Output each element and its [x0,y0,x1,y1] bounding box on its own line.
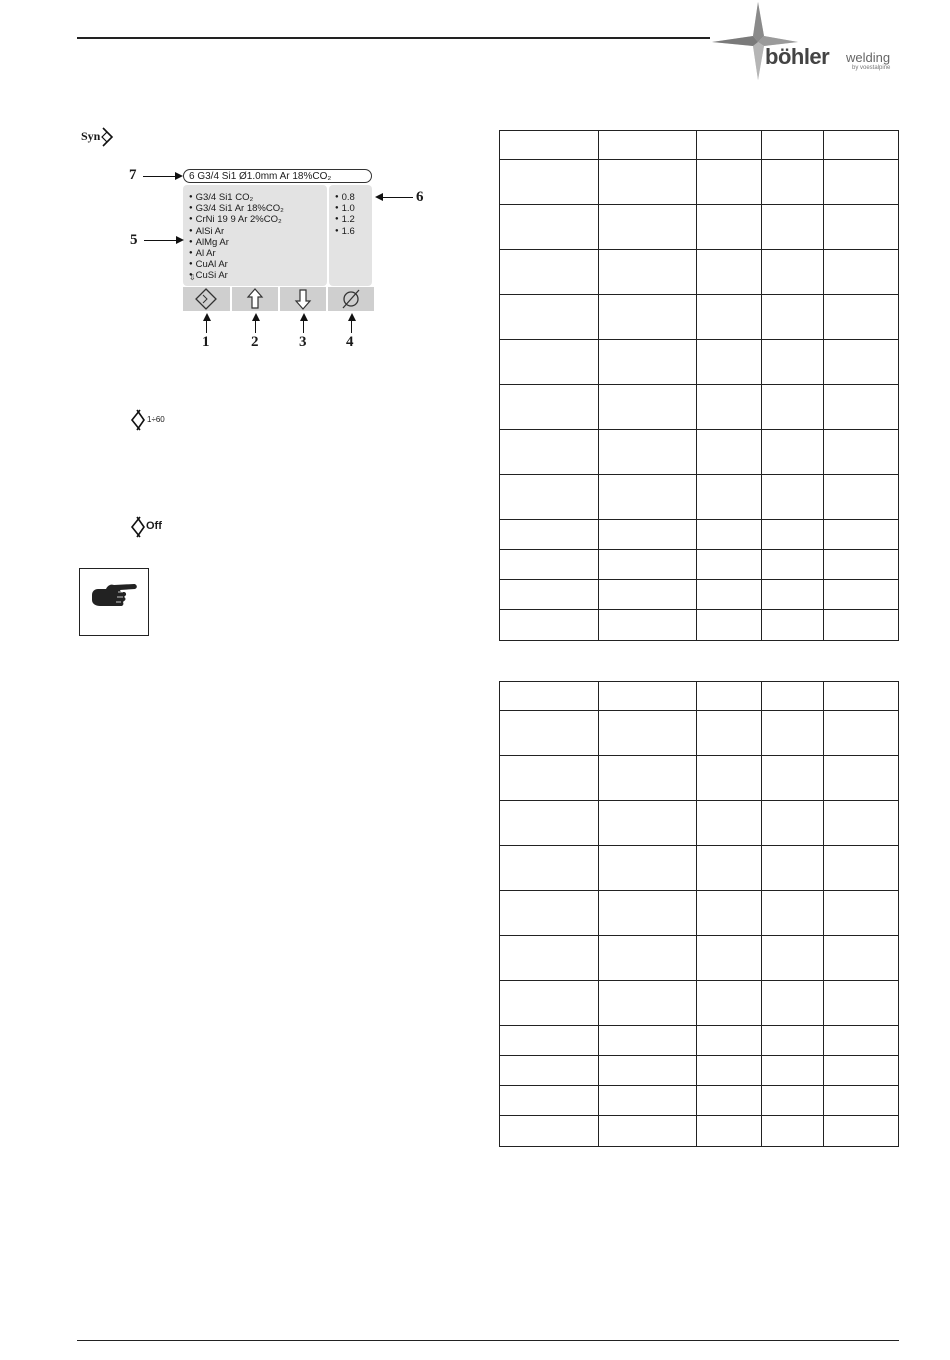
table-cell [824,1116,899,1147]
table-cell [500,891,599,936]
table-row [500,846,899,891]
table-cell [697,610,762,641]
material-item[interactable]: ● CuAl Ar [189,259,284,270]
table-cell [599,385,697,430]
table-cell [762,981,824,1026]
table-cell [762,846,824,891]
table-row [500,682,899,711]
table-row [500,610,899,641]
softkey-down[interactable] [279,287,326,311]
table-cell [762,550,824,580]
table-cell [762,385,824,430]
table-row [500,1086,899,1116]
table-cell [500,475,599,520]
material-list [189,192,284,282]
table-cell [762,131,824,160]
table-cell [500,610,599,641]
syn-label: Syn [81,129,101,143]
table-cell [697,756,762,801]
callout-6-arrow [380,197,413,198]
table-cell [824,682,899,711]
table-cell [824,430,899,475]
table-cell [500,801,599,846]
table-bottom [499,681,899,1147]
arrow-up-icon [232,287,279,311]
table-cell [697,1086,762,1116]
table-cell [762,1026,824,1056]
diameter-icon [328,287,375,311]
table-row [500,160,899,205]
table-cell [824,1026,899,1056]
table-cell [697,475,762,520]
table-cell [762,205,824,250]
table-cell [824,610,899,641]
callout-5-arrow [144,240,179,241]
header-rule [77,37,710,39]
table-cell [824,846,899,891]
table-cell [762,580,824,610]
table-cell [697,430,762,475]
material-item[interactable]: ● AlSi Ar [189,226,284,237]
table-cell [824,160,899,205]
table-cell [599,475,697,520]
material-item[interactable]: ● CuSi Ar [189,270,284,281]
table-cell [500,250,599,295]
table-cell [762,610,824,641]
table-cell [599,711,697,756]
arrow-up-small-icon [252,313,260,321]
table-row [500,430,899,475]
table-cell [697,1056,762,1086]
table-cell [697,801,762,846]
table-cell [599,610,697,641]
table-cell [599,846,697,891]
syn-icon [81,125,121,149]
table-cell [599,891,697,936]
table-cell [824,131,899,160]
table-cell [500,846,599,891]
table-cell [824,756,899,801]
table-cell [500,1026,599,1056]
table-cell [824,475,899,520]
table-cell [599,756,697,801]
table-cell [500,385,599,430]
table-cell [762,520,824,550]
arrow-right-icon [176,236,184,244]
table-cell [697,131,762,160]
callout-2: 2 [251,334,259,350]
material-item[interactable]: ● G3/4 Si1 Ar 18%CO₂ [189,203,284,214]
arrow-up-small-icon [203,313,211,321]
table-cell [762,430,824,475]
table-cell [697,1116,762,1147]
table-cell [697,711,762,756]
table-row [500,711,899,756]
table-cell [599,205,697,250]
table-cell [500,682,599,711]
table-cell [697,250,762,295]
table-cell [697,160,762,205]
table-cell [762,682,824,711]
table-top [499,130,899,641]
material-list-panel [183,185,327,286]
footer-rule [77,1340,899,1341]
table-cell [599,1116,697,1147]
callout-1: 1 [202,334,210,350]
table-cell [599,250,697,295]
softkey-diameter[interactable] [327,287,374,311]
table-row [500,550,899,580]
table-cell [697,385,762,430]
callout-3: 3 [299,334,307,350]
table-cell [599,340,697,385]
lcd-title-bar: 6 G3/4 Si1 Ø1.0mm Ar 18%CO₂ [183,169,372,183]
table-cell [762,1056,824,1086]
table-cell [762,160,824,205]
table-cell [824,580,899,610]
table-cell [500,295,599,340]
table-cell [599,550,697,580]
table-cell [599,520,697,550]
table-row [500,936,899,981]
table-cell [697,936,762,981]
table-cell [697,295,762,340]
softkey-up[interactable] [231,287,278,311]
diameter-item[interactable]: ● 1.2 [335,214,355,225]
table-row [500,340,899,385]
callout-5: 5 [130,232,138,248]
diameter-item[interactable]: ● 1.0 [335,203,355,214]
diameter-list [335,192,355,237]
arrow-left-icon [375,193,383,201]
table-cell [500,160,599,205]
table-cell [500,520,599,550]
table-cell [599,295,697,340]
table-cell [500,1056,599,1086]
table-cell [824,801,899,846]
table-cell [824,250,899,295]
table-cell [762,1116,824,1147]
off-label: Off [146,520,162,532]
table-cell [697,682,762,711]
table-cell [500,131,599,160]
table-cell [599,430,697,475]
table-cell [500,756,599,801]
table-cell [697,340,762,385]
table-cell [500,580,599,610]
callout-7-arrow [143,176,179,177]
table-cell [599,160,697,205]
table-cell [824,295,899,340]
brand-tagline: by voestalpine [852,65,891,71]
diameter-list-panel [329,185,372,286]
table-cell [599,1086,697,1116]
table-cell [824,1056,899,1086]
table-cell [824,385,899,430]
table-cell [599,981,697,1026]
table-cell [599,682,697,711]
material-item[interactable]: ● G3/4 Si1 CO₂ [189,192,284,203]
table-cell [762,475,824,520]
table-cell [824,711,899,756]
table-cell [824,205,899,250]
arrow-right-icon [175,172,183,180]
table-cell [599,936,697,981]
table-cell [762,340,824,385]
table-cell [824,1086,899,1116]
table-row [500,520,899,550]
note-box [79,568,149,636]
arrow-up-small-icon [300,313,308,321]
table-cell [762,250,824,295]
table-cell [500,550,599,580]
table-cell [762,711,824,756]
table-row [500,205,899,250]
table-cell [762,295,824,340]
table-row [500,891,899,936]
table-cell [599,580,697,610]
table-cell [500,430,599,475]
softkey-exit[interactable] [183,287,230,311]
material-item[interactable]: ● Al Ar [189,248,284,259]
table-cell [762,891,824,936]
table-cell [697,1026,762,1056]
table-row [500,1056,899,1086]
table-cell [762,936,824,981]
table-row [500,475,899,520]
table-cell [500,1116,599,1147]
table-cell [500,340,599,385]
table-cell [824,520,899,550]
diameter-item[interactable]: ● 0.8 [335,192,355,203]
brand-suffix: welding [846,50,891,65]
table-cell [697,205,762,250]
diameter-item[interactable]: ● 1.6 [335,226,355,237]
table-cell [599,1056,697,1086]
table-row [500,981,899,1026]
table-row [500,1026,899,1056]
table-cell [697,891,762,936]
table-row [500,1116,899,1147]
table-cell [762,801,824,846]
table-cell [500,981,599,1026]
table-cell [697,580,762,610]
table-cell [599,1026,697,1056]
table-row [500,250,899,295]
table-cell [599,801,697,846]
table-cell [500,205,599,250]
table-row [500,385,899,430]
material-item[interactable]: ● AlMg Ar [189,237,284,248]
callout-6: 6 [416,189,424,205]
table-cell [824,891,899,936]
callout-7: 7 [129,167,137,183]
table-cell [824,936,899,981]
table-cell [500,1086,599,1116]
table-cell [697,550,762,580]
more-items-icon: ⇩ [189,273,196,282]
table-row [500,756,899,801]
table-row [500,801,899,846]
off-param-icon [130,515,180,541]
table-row [500,295,899,340]
table-cell [697,846,762,891]
arrow-up-small-icon [348,313,356,321]
table-row [500,580,899,610]
range-param-icon [130,408,180,432]
table-cell [824,981,899,1026]
range-label: 1÷60 [147,415,165,424]
table-cell [599,131,697,160]
pointing-hand-icon [80,569,148,635]
brand-logo [712,2,912,80]
table-cell [824,550,899,580]
callout-4: 4 [346,334,354,350]
table-cell [762,756,824,801]
table-row [500,131,899,160]
arrow-down-icon [280,287,327,311]
table-cell [500,711,599,756]
table-cell [500,936,599,981]
material-item[interactable]: ● CrNi 19 9 Ar 2%CO₂ [189,214,284,225]
table-cell [824,340,899,385]
brand-name: böhler [765,44,830,69]
table-cell [762,1086,824,1116]
table-cell [697,520,762,550]
exit-diamond-icon [183,287,230,311]
table-cell [697,981,762,1026]
